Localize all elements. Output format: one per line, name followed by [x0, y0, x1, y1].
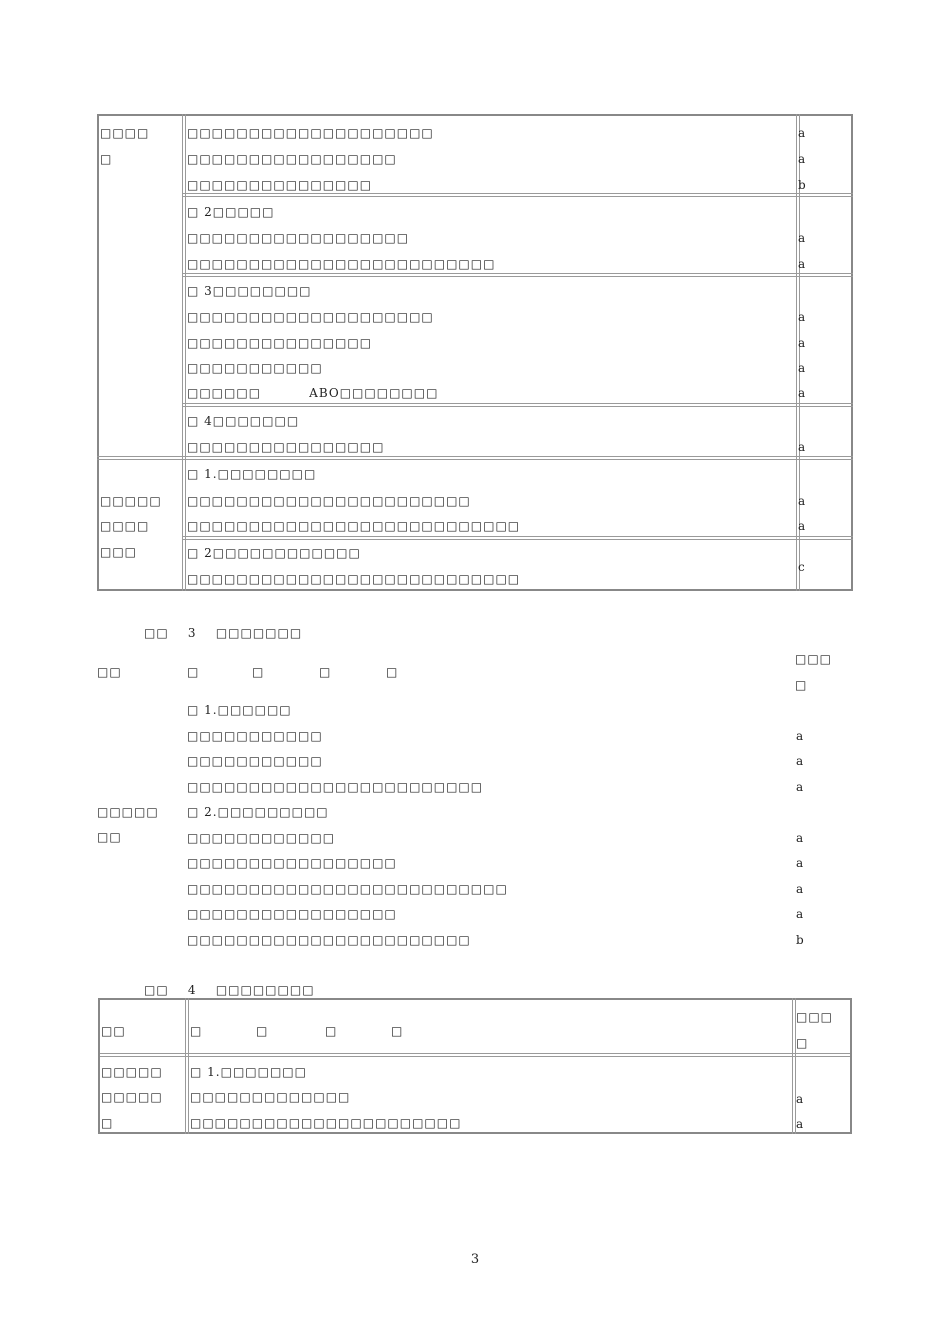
header-grade: □□□: [796, 1010, 834, 1024]
content-line: □□□□□□□□□□□□□□□□□□□□□□□□□□□: [187, 519, 521, 533]
grade-cell: a: [796, 907, 804, 921]
grade-cell: a: [796, 729, 804, 743]
header-content-char: □: [391, 1024, 404, 1038]
grade-cell: a: [798, 386, 806, 400]
grade-cell: a: [798, 336, 806, 350]
row-label-line: □□□□: [100, 519, 150, 533]
grade-cell: a: [796, 856, 804, 870]
grade-cell: b: [796, 933, 804, 947]
grade-cell: a: [796, 780, 804, 794]
section-heading: □ 2□□□□□: [187, 205, 275, 219]
grade-cell: a: [796, 754, 804, 768]
section-heading: □ 1.□□□□□□: [187, 703, 292, 717]
row-label-line: □□: [97, 830, 122, 844]
grade-cell: a: [798, 126, 806, 140]
header-grade: □□□: [795, 652, 833, 666]
grade-cell: a: [796, 1092, 804, 1106]
content-line: □□□□□□□□□□□□□□□□□□□□: [187, 310, 434, 324]
row-label-line: □□□□□: [100, 494, 162, 508]
header-content-char: □: [252, 665, 265, 679]
grade-cell: a: [798, 519, 806, 533]
row-label-line: □: [101, 1116, 114, 1130]
grade-cell: a: [798, 152, 806, 166]
section-heading: □ 3□□□□□□□□: [187, 284, 312, 298]
section-heading: □ 1.□□□□□□□: [190, 1065, 307, 1079]
header-category: □□: [97, 665, 122, 679]
grade-cell: c: [798, 560, 805, 574]
header-content-char: □: [319, 665, 332, 679]
content-line: □□□□□□□□□□□□□□□□□□□□: [187, 126, 434, 140]
grade-cell: a: [798, 231, 806, 245]
grade-cell: a: [798, 361, 806, 375]
header-content-char: □: [256, 1024, 269, 1038]
grade-cell: a: [796, 1117, 804, 1131]
content-line: □□□□□□□□□□□□□□□□□□: [187, 231, 410, 245]
header-grade: □: [795, 678, 808, 692]
header-content-char: □: [190, 1024, 203, 1038]
content-line: □□□□□□□□□□□: [187, 754, 323, 768]
content-line: □□□□□□□□□□□□□□□□: [187, 440, 385, 454]
content-line: □□□□□□□□□□□□□□□□□□□□□□□□□□: [187, 882, 508, 896]
header-content-char: □: [325, 1024, 338, 1038]
header-content-char: □: [386, 665, 399, 679]
content-line: □□□□□□□□□□□□□□□□□□□□□□: [190, 1116, 462, 1130]
content-line: □□□□□□□□□□□: [187, 361, 323, 375]
row-label-line: □□□: [100, 545, 138, 559]
section-heading: □ 2□□□□□□□□□□□□: [187, 546, 361, 560]
content-line: □□□□□□□□□□□□□: [190, 1090, 351, 1104]
content-line: □□□□□□□□□□□□□□□□□: [187, 856, 397, 870]
section-heading: □ 1.□□□□□□□□: [187, 467, 317, 481]
row-label-line: □: [100, 152, 113, 166]
content-line: □□□□□□□□□□□□□□□: [187, 336, 373, 350]
row-label-line: □□□□□: [97, 805, 159, 819]
content-line: □□□□□□□□□□□□□□□□□□□□□□□□□□□: [187, 572, 521, 586]
header-category: □□: [101, 1024, 126, 1038]
content-line: □□□□□□□□□□□□: [187, 831, 336, 845]
content-line: □□□□□□ ABO□□□□□□□□: [187, 386, 439, 400]
content-line: □□□□□□□□□□□□□□□□□□□□□□□□□: [187, 257, 496, 271]
grade-cell: a: [796, 831, 804, 845]
table-caption: □□ 3 □□□□□□□: [144, 626, 303, 640]
content-line: □□□□□□□□□□□□□□□□□: [187, 152, 397, 166]
content-line: □□□□□□□□□□□□□□□: [187, 178, 373, 192]
table-caption: □□ 4 □□□□□□□□: [144, 983, 315, 997]
page-number: 3: [470, 1252, 480, 1267]
section-heading: □ 4□□□□□□□: [187, 414, 300, 428]
row-label-line: □□□□□: [101, 1090, 163, 1104]
grade-cell: a: [796, 882, 804, 896]
content-line: □□□□□□□□□□□: [187, 729, 323, 743]
content-line: □□□□□□□□□□□□□□□□□: [187, 907, 397, 921]
grade-cell: a: [798, 494, 806, 508]
grade-cell: a: [798, 257, 806, 271]
section-heading: □ 2.□□□□□□□□□: [187, 805, 329, 819]
header-grade: □: [796, 1036, 809, 1050]
row-label-line: □□□□□: [101, 1065, 163, 1079]
content-line: □□□□□□□□□□□□□□□□□□□□□□□□: [187, 780, 484, 794]
content-line: □□□□□□□□□□□□□□□□□□□□□□□: [187, 933, 471, 947]
content-line: □□□□□□□□□□□□□□□□□□□□□□□: [187, 494, 471, 508]
grade-cell: a: [798, 440, 806, 454]
row-label-line: □□□□: [100, 126, 150, 140]
grade-cell: b: [798, 178, 806, 192]
grade-cell: a: [798, 310, 806, 324]
header-content-char: □: [187, 665, 200, 679]
